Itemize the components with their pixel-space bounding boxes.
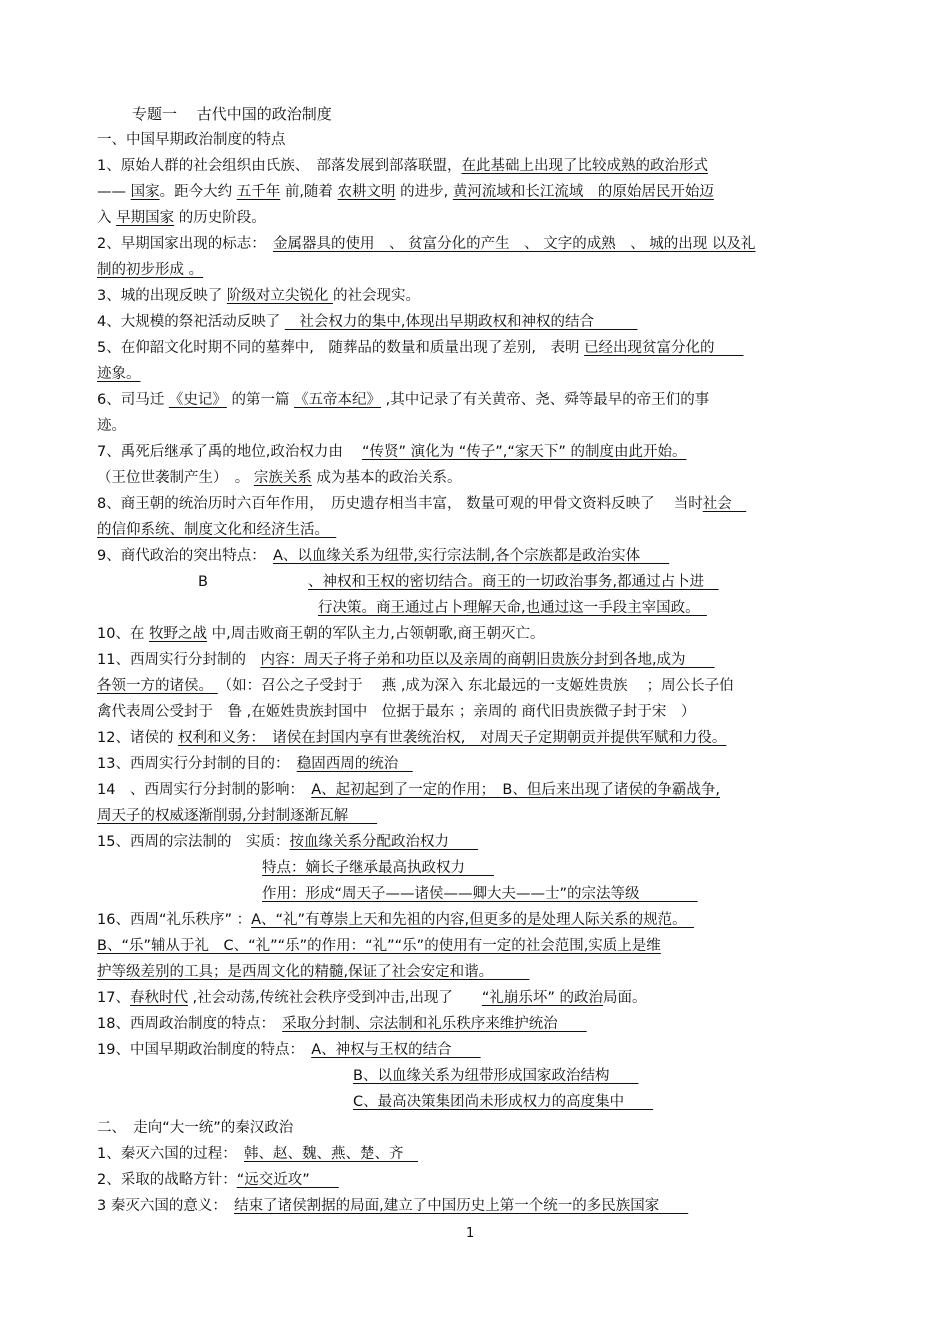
- item-13: 13、西周实行分封制的目的： 稳固西周的统治: [97, 756, 413, 772]
- item-16-line-1: 16、西周“礼乐秩序” ：A、“礼”有尊崇上天和先祖的内容,但更多的是处理人际关系的规范。: [97, 912, 694, 928]
- item-7-line-1: 7、禹死后继承了禹的地位,政治权力由 “传贤” 演化为 “传子”,“家天下” 的制度由此开始。: [97, 444, 687, 460]
- item-6-line-2: 迹。: [97, 418, 126, 434]
- item-9-line-1: 9、商代政治的突出特点： A、以血缘关系为纽带,实行宗法制,各个宗族都是政治实体: [97, 548, 670, 564]
- item-6-line-1: 6、司马迁 《史记》 的第一篇 《五帝本纪》 ,其中记录了有关黄帝、尧、舜等最早的帝王们的事: [97, 392, 710, 408]
- item-8-line-1: 8、商王朝的统治历时六百年作用， 历史遗存相当丰富， 数量可观的甲骨文资料反映了 当时社会: [97, 496, 747, 512]
- item-19-line-2: B、以血缘关系为纽带形成国家政治结构: [353, 1068, 639, 1084]
- item-4: 4、大规模的祭祀活动反映了 社会权力的集中,体现出早期政权和神权的结合: [97, 314, 638, 330]
- item-19-line-3: C、最高决策集团尚未形成权力的高度集中: [353, 1094, 654, 1110]
- item-16-line-2: B、“乐”辅从于礼 C、“礼”“乐”的作用：“礼”“乐”的使用有一定的社会范围,实质上是维: [97, 938, 661, 954]
- item-9-line-2-label: B: [198, 574, 208, 590]
- qin-item-1: 1、秦灭六国的过程： 韩、赵、魏、燕、楚、齐: [97, 1146, 418, 1162]
- item-11-line-1: 11、西周实行分封制的 内容：周天子将子弟和功臣以及亲周的商朝旧贵族分封到各地,成为: [97, 652, 715, 668]
- item-2-line-2: 制的初步形成 。: [97, 262, 204, 278]
- item-8-line-2: 的信仰系统、制度文化和经济生活。: [97, 522, 337, 538]
- item-9-line-3: 行决策。商王通过占卜理解天命,也通过这一手段主宰国政。: [318, 600, 707, 616]
- item-11-line-3: 禽代表周公受封于 鲁 ,在姬姓贵族封国中 位据于最东 ；亲周的 商代旧贵族微子封于宋 ）: [97, 704, 696, 720]
- item-5-line-1: 5、在仰韶文化时期不同的墓葬中, 随葬品的数量和质量出现了差别, 表明 已经出现贫富分化的: [97, 340, 744, 356]
- item-7-line-2: （王位世袭制产生） 。 宗族关系 成为基本的政治关系。: [97, 470, 462, 486]
- item-17: 17、春秋时代 ,社会动荡,传统社会秩序受到冲击,出现了 “礼崩乐坏” 的政治局面。: [97, 990, 647, 1006]
- item-1-line-2: —— 国家。距今大约 五千年 前,随着 农耕文明 的进步, 黄河流域和长江流域 的原始居民开始迈: [97, 184, 714, 200]
- page-number: 1: [466, 1226, 475, 1241]
- item-3: 3、城的出现反映了 阶级对立尖锐化 的社会现实。: [97, 288, 420, 304]
- qin-item-3: 3 秦灭六国的意义： 结束了诸侯割据的局面,建立了中国历史上第一个统一的多民族国家: [97, 1198, 689, 1214]
- item-1-line-1: 1、原始人群的社会组织由氏族、 部落发展到部落联盟，在此基础上出现了比较成熟的政治形式: [97, 158, 708, 174]
- item-1-line-3: 入 早期国家 的历史阶段。: [97, 210, 266, 226]
- item-18: 18、西周政治制度的特点： 采取分封制、宗法制和礼乐秩序来维护统治: [97, 1016, 587, 1032]
- item-16-line-3: 护等级差别的工具；是西周文化的精髓,保证了社会安定和谐。: [97, 964, 530, 980]
- qin-item-2: 2、采取的战略方针：“远交近攻”: [97, 1172, 339, 1188]
- page-title: 专题一 古代中国的政治制度: [132, 105, 332, 123]
- item-14-line-2: 周天子的权威逐渐削弱,分封制逐渐瓦解: [97, 808, 378, 824]
- item-15-line-3: 作用：形成“周天子——诸侯——卿大夫——士”的宗法等级: [262, 886, 698, 902]
- item-12: 12、诸侯的 权利和义务： 诸侯在封国内享有世袭统治权, 对周天子定期朝贡并提供军赋和力役。: [97, 730, 727, 746]
- item-11-line-2: 各领一方的诸侯。 （如：召公之子受封于 燕 ,成为深入 东北最远的一支姬姓贵族 ；周公长子伯: [97, 678, 734, 694]
- item-9-line-2: 、神权和王权的密切结合。商王的一切政治事务,都通过占卜进: [308, 574, 719, 590]
- item-10: 10、在 牧野之战 中,周击败商王朝的军队主力,占领朝歌,商王朝灭亡。: [97, 626, 545, 642]
- item-2-line-1: 2、早期国家出现的标志： 金属器具的使用 、 贫富分化的产生 、 文字的成熟 、 城的出现 以及礼: [97, 236, 756, 252]
- item-19-line-1: 19、中国早期政治制度的特点： A、神权与王权的结合: [97, 1042, 481, 1058]
- item-5-line-2: 迹象。: [97, 366, 141, 382]
- section-heading-2: 二、 走向“大一统”的秦汉政治: [97, 1120, 294, 1136]
- item-15-line-2: 特点：嫡长子继承最高执政权力: [262, 860, 494, 876]
- item-15-line-1: 15、西周的宗法制的 实质：按血缘关系分配政治权力: [97, 834, 478, 850]
- section-heading-1: 一、中国早期政治制度的特点: [97, 132, 286, 148]
- item-14-line-1: 14 、西周实行分封制的影响： A、起初起到了一定的作用； B、但后来出现了诸侯的争霸战争,: [97, 782, 720, 798]
